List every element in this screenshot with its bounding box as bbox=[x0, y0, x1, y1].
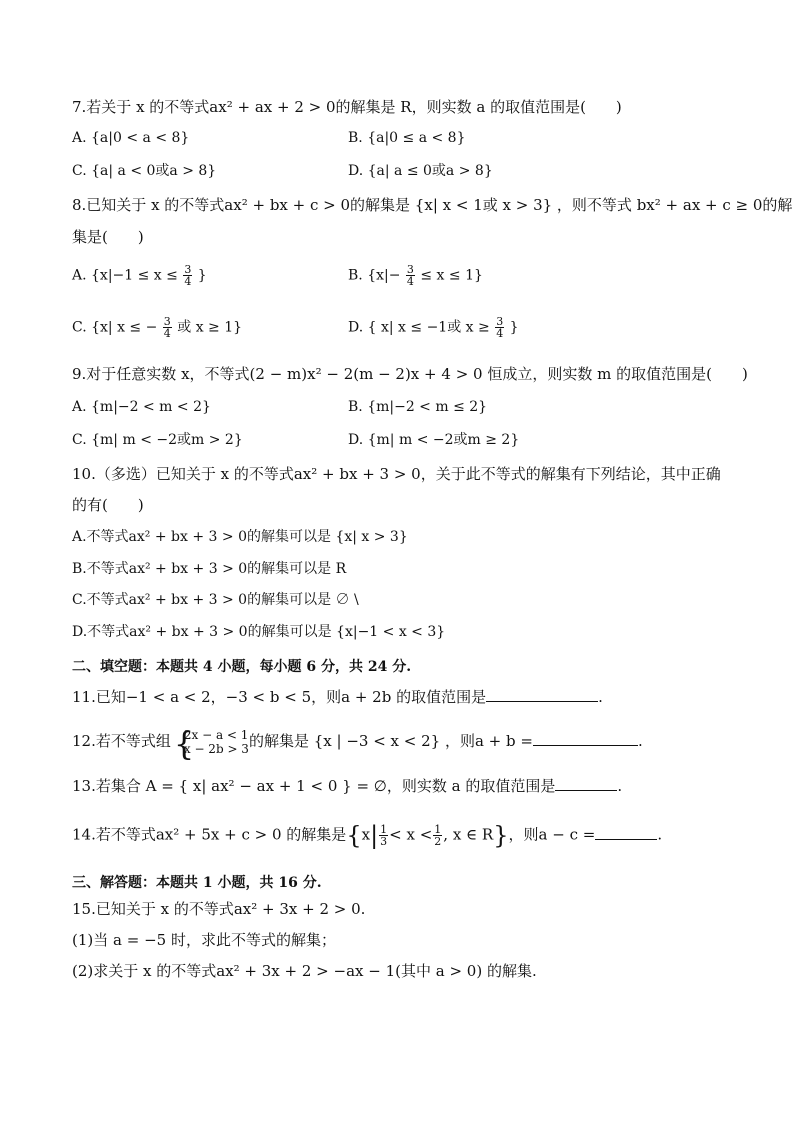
q8-c-fraction bbox=[163, 316, 172, 339]
q12-blank bbox=[533, 731, 638, 746]
q7-option-d: D. {a| a ≤ 0或a > 8} bbox=[348, 163, 493, 179]
q15-part1: (1)当 a = −5 时，求此不等式的解集； bbox=[72, 931, 336, 949]
q12-brace: { bbox=[173, 725, 195, 763]
q14-frac2-num: 1 bbox=[434, 823, 442, 836]
q11 bbox=[72, 687, 603, 707]
q12-system bbox=[173, 725, 249, 763]
q12-period: . bbox=[637, 732, 643, 750]
q14-set-var: x bbox=[361, 825, 371, 844]
q14-frac1 bbox=[379, 824, 388, 847]
q10-option-c: C.不等式ax² + bx + 3 > 0的解集可以是 ∅ \ bbox=[72, 592, 359, 608]
q7-option-c: C. {a| a < 0或a > 8} bbox=[72, 163, 217, 179]
q8-c-num: 3 bbox=[163, 315, 171, 328]
q14-rbrace: } bbox=[493, 821, 509, 850]
q8-d-pre: D. { x| x ≤ −1或 x ≥ bbox=[348, 319, 490, 336]
q14-post: ，则a − c = bbox=[508, 825, 596, 844]
q12-post: 的解集是 {x | −3 < x < 2} ，则a + b = bbox=[248, 732, 533, 750]
q14-frac2-den: 2 bbox=[434, 835, 442, 848]
q13-period: . bbox=[617, 777, 623, 795]
q14-frac1-num: 1 bbox=[380, 823, 388, 836]
q7-option-b: B. {a|0 ≤ a < 8} bbox=[348, 130, 466, 146]
q9-option-d: D. {m| m < −2或m ≥ 2} bbox=[348, 432, 520, 448]
section3-title: 三、解答题：本题共 1 小题，共 16 分. bbox=[72, 875, 322, 891]
q8-b-fraction bbox=[406, 264, 415, 287]
q14-blank bbox=[595, 825, 657, 840]
q14-frac1-den: 3 bbox=[380, 835, 388, 848]
q11-period: . bbox=[598, 688, 603, 706]
q8-a-fraction bbox=[183, 264, 192, 287]
q12-pre: 12.若不等式组 bbox=[72, 732, 171, 750]
q13 bbox=[72, 776, 622, 796]
q12-row1: 2x − a < 1 bbox=[183, 728, 249, 742]
q8-stem-line2: 集是( ) bbox=[72, 228, 144, 246]
q8-option-c bbox=[72, 316, 242, 339]
q8-d-den: 4 bbox=[496, 327, 504, 340]
q7-stem: 7.若关于 x 的不等式ax² + ax + 2 > 0的解集是 R，则实数 a 的取值范围是( ) bbox=[72, 98, 622, 116]
q10-option-a: A.不等式ax² + bx + 3 > 0的解集可以是 {x| x > 3} bbox=[72, 529, 408, 545]
q10-stem-line1: 10.（多选）已知关于 x 的不等式ax² + bx + 3 > 0，关于此不等式的解集有下列结论，其中正确 bbox=[72, 465, 721, 483]
q9-option-b: B. {m|−2 < m ≤ 2} bbox=[348, 399, 488, 415]
q8-a-pre: A. {x|−1 ≤ x ≤ bbox=[72, 267, 178, 284]
q8-option-b bbox=[348, 264, 483, 287]
section2-title: 二、填空题：本题共 4 小题，每小题 6 分，共 24 分. bbox=[72, 659, 412, 675]
q14-frac2 bbox=[433, 824, 442, 847]
q9-option-a: A. {m|−2 < m < 2} bbox=[72, 399, 211, 415]
q14-set-cond: , x ∈ R bbox=[443, 825, 494, 844]
q8-a-post: } bbox=[197, 267, 207, 284]
q8-option-d bbox=[348, 316, 519, 339]
q14-lbrace: { bbox=[346, 821, 362, 850]
q8-d-post: } bbox=[509, 319, 519, 336]
q15-part2: (2)求关于 x 的不等式ax² + 3x + 2 > −ax − 1(其中 a > 0) 的解集. bbox=[72, 962, 537, 980]
q8-a-den: 4 bbox=[184, 275, 192, 288]
q12 bbox=[72, 725, 643, 763]
q8-d-num: 3 bbox=[496, 315, 504, 328]
q9-stem: 9.对于任意实数 x，不等式(2 − m)x² − 2(m − 2)x + 4 > 0 恒成立，则实数 m 的取值范围是( ) bbox=[72, 365, 748, 383]
q10-option-b: B.不等式ax² + bx + 3 > 0的解集可以是 R bbox=[72, 561, 347, 577]
q13-blank bbox=[555, 776, 617, 791]
q13-text: 13.若集合 A = { x| ax² − ax + 1 < 0 } = ∅，则实数 a 的取值范围是 bbox=[72, 777, 556, 795]
q15-stem: 15.已知关于 x 的不等式ax² + 3x + 2 > 0. bbox=[72, 900, 366, 918]
q8-d-fraction bbox=[495, 316, 504, 339]
q9-option-c: C. {m| m < −2或m > 2} bbox=[72, 432, 243, 448]
q8-c-post: 或 x ≥ 1} bbox=[177, 319, 243, 336]
q8-c-pre: C. {x| x ≤ − bbox=[72, 319, 158, 336]
q8-stem-line1: 8.已知关于 x 的不等式ax² + bx + c > 0的解集是 {x| x < 1或 x > 3} ，则不等式 bx² + ax + c ≥ 0的解 bbox=[72, 196, 793, 214]
q14 bbox=[72, 821, 663, 850]
q14-mid: < x < bbox=[389, 825, 433, 844]
q8-b-pre: B. {x|− bbox=[348, 267, 401, 284]
q12-row2: x − 2b > 3 bbox=[183, 742, 249, 756]
q8-b-post: ≤ x ≤ 1} bbox=[420, 267, 483, 284]
q14-pre: 14.若不等式ax² + 5x + c > 0 的解集是 bbox=[72, 825, 347, 844]
q14-bar: | bbox=[370, 821, 379, 850]
q7-option-a: A. {a|0 < a < 8} bbox=[72, 130, 190, 146]
q14-period: . bbox=[657, 825, 663, 844]
q8-b-num: 3 bbox=[406, 263, 414, 276]
q11-blank bbox=[486, 687, 598, 702]
q8-b-den: 4 bbox=[406, 275, 414, 288]
q8-a-num: 3 bbox=[184, 263, 192, 276]
q10-stem-line2: 的有( ) bbox=[72, 496, 144, 514]
q10-option-d: D.不等式ax² + bx + 3 > 0的解集可以是 {x|−1 < x < 3} bbox=[72, 624, 446, 640]
q8-option-a bbox=[72, 264, 207, 287]
q8-c-den: 4 bbox=[163, 327, 171, 340]
q11-text: 11.已知−1 < a < 2，−3 < b < 5，则a + 2b 的取值范围是 bbox=[72, 688, 487, 706]
